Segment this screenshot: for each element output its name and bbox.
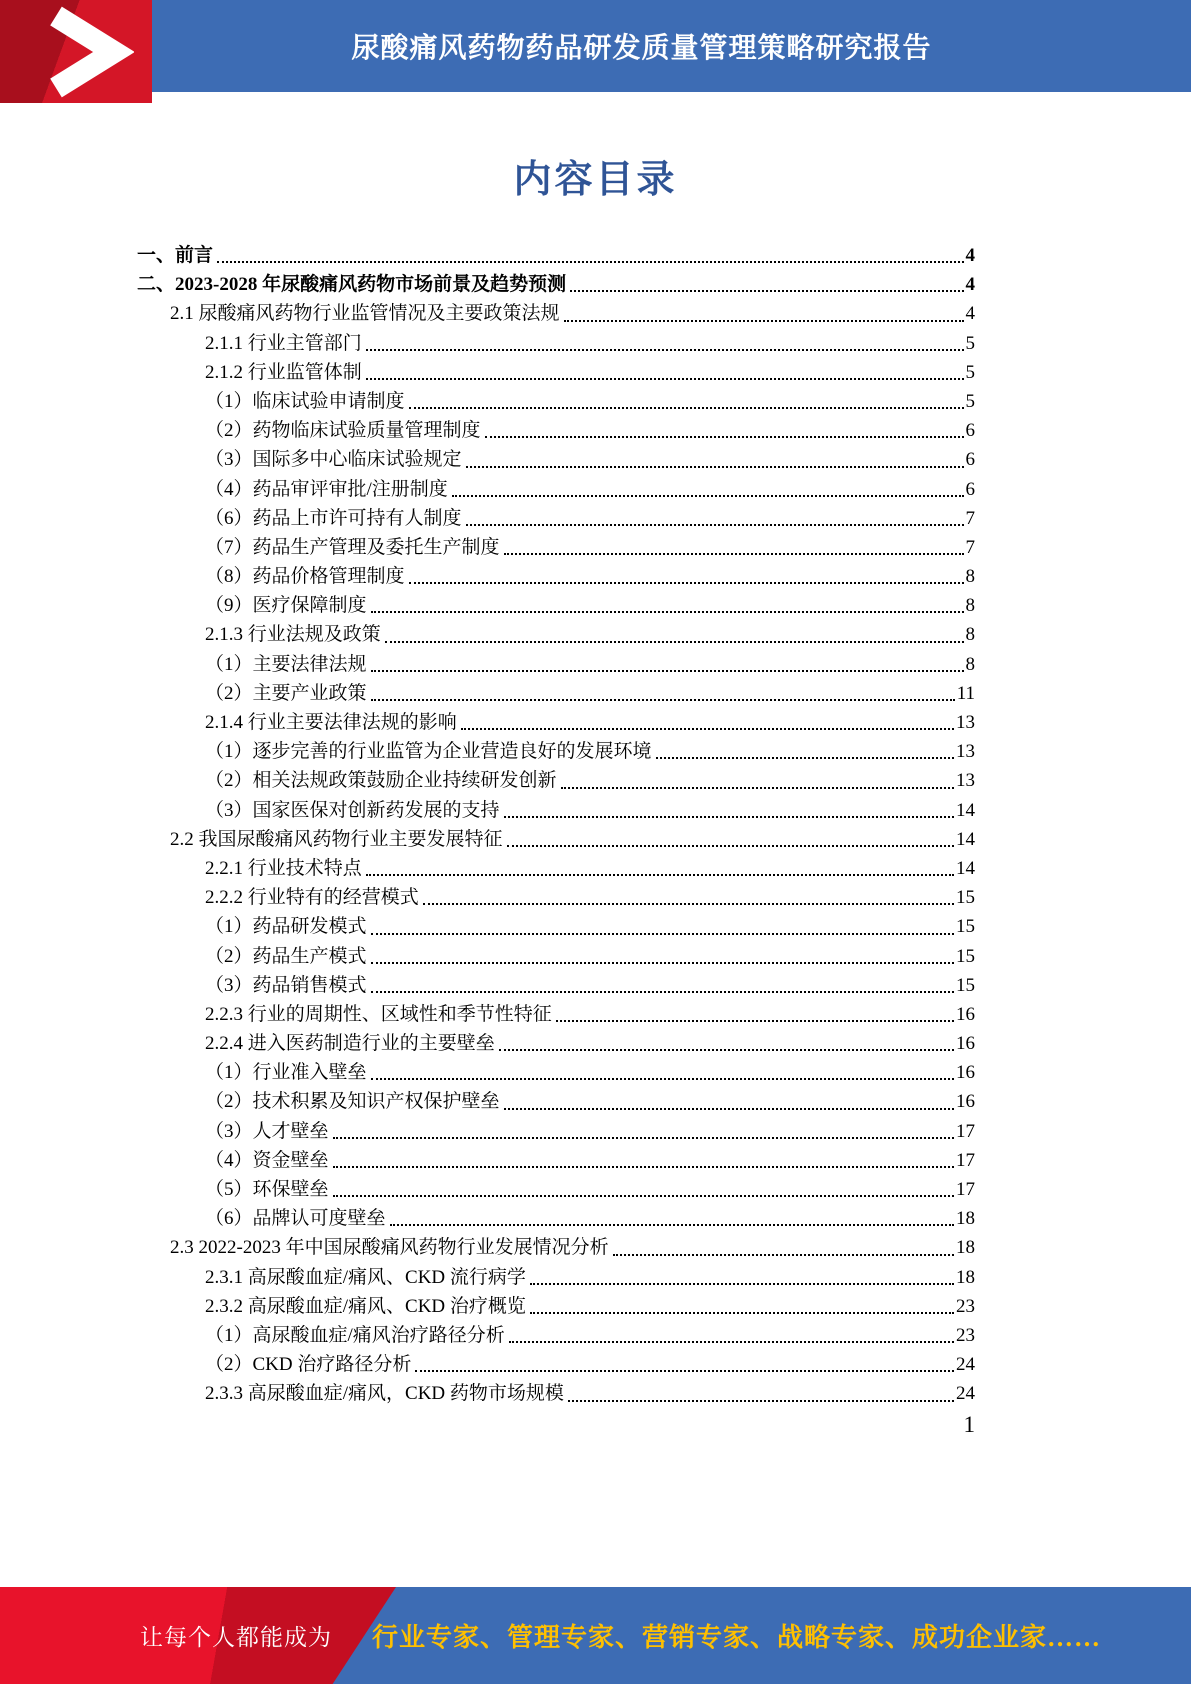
toc-entry-page: 17 — [956, 1179, 975, 1200]
toc-leader-dots — [333, 1195, 954, 1197]
toc-entry-text: （1）主要法律法规 — [205, 653, 367, 675]
toc-entry-text: 2.2.3 行业的周期性、区域性和季节性特征 — [205, 1003, 552, 1025]
toc-leader-dots — [485, 436, 964, 438]
toc-entry-page: 16 — [956, 1003, 975, 1025]
toc-entry-page: 7 — [965, 507, 975, 529]
toc-entry-page: 16 — [956, 1033, 975, 1055]
toc-entry[interactable] — [137, 971, 975, 1000]
toc-entry[interactable] — [137, 737, 975, 766]
toc-entry-text: （1）逐步完善的行业监管为企业营造良好的发展环境 — [205, 741, 652, 763]
toc-entry-text: （2）药物临床试验质量管理制度 — [205, 420, 481, 442]
toc-leader-dots — [415, 1370, 954, 1372]
toc-entry-page: 5 — [965, 332, 975, 354]
footer-banner — [0, 1587, 1191, 1684]
toc-leader-dots — [371, 670, 964, 672]
toc-leader-dots — [466, 524, 964, 526]
toc-entry[interactable] — [137, 1175, 975, 1204]
toc-entry-text: （3）药品销售模式 — [205, 974, 367, 996]
toc-entry-page: 13 — [956, 712, 975, 733]
toc-leader-dots — [409, 582, 964, 584]
toc-leader-dots — [366, 874, 954, 876]
toc-entry-page: 14 — [956, 857, 975, 879]
toc-entry[interactable] — [137, 1263, 975, 1292]
toc-entry-page: 4 — [965, 245, 975, 266]
toc-entry-page: 14 — [956, 828, 975, 850]
toc-entry-page: 8 — [965, 653, 975, 675]
toc-leader-dots — [504, 553, 964, 555]
toc-leader-dots — [371, 1078, 954, 1080]
toc-entry-text: （4）药品审评审批/注册制度 — [205, 478, 448, 500]
toc-entry-text: 2.3.1 高尿酸血症/痛风、CKD 流行病学 — [205, 1266, 526, 1288]
toc-leader-dots — [452, 495, 964, 497]
toc-entry[interactable] — [137, 825, 975, 854]
toc-leader-dots — [570, 290, 963, 292]
toc-entry-page: 17 — [956, 1149, 975, 1171]
toc-leader-dots — [568, 1400, 954, 1402]
toc-entry-page: 16 — [956, 1062, 975, 1084]
toc-entry-text: 2.2.4 进入医药制造行业的主要壁垒 — [205, 1033, 495, 1055]
toc-leader-dots — [461, 728, 954, 730]
red-arrow-icon — [0, 0, 152, 103]
footer-tagline: 行业专家、管理专家、营销专家、战略专家、成功企业家…… — [372, 1623, 1102, 1652]
toc-entry-text: （1）高尿酸血症/痛风治疗路径分析 — [205, 1324, 505, 1346]
toc-leader-dots — [385, 641, 964, 643]
toc-entry-text: （2）技术积累及知识产权保护壁垒 — [205, 1091, 500, 1113]
toc-leader-dots — [504, 1108, 954, 1110]
toc-entry[interactable] — [137, 475, 975, 504]
toc-entry-text: 2.1.4 行业主要法律法规的影响 — [205, 712, 457, 733]
toc-entry[interactable] — [137, 854, 975, 883]
toc-entry[interactable] — [137, 796, 975, 825]
toc-entry-page: 23 — [956, 1295, 975, 1317]
toc-entry-page: 24 — [956, 1354, 975, 1376]
toc-entry[interactable] — [137, 241, 975, 270]
toc-entry-text: （7）药品生产管理及委托生产制度 — [205, 536, 500, 558]
toc-leader-dots — [333, 1166, 954, 1168]
toc-entry[interactable] — [137, 1146, 975, 1175]
toc-entry-text: （1）临床试验申请制度 — [205, 390, 405, 412]
toc-entry[interactable] — [137, 650, 975, 679]
toc-leader-dots — [371, 962, 954, 964]
toc-heading: 内容目录 — [513, 159, 678, 201]
toc-entry-text: 2.1.3 行业法规及政策 — [205, 624, 381, 646]
toc-entry-text: 二、2023-2028 年尿酸痛风药物市场前景及趋势预测 — [137, 274, 567, 296]
toc-entry-text: （2）主要产业政策 — [205, 682, 367, 704]
toc-entry-page: 18 — [956, 1237, 975, 1259]
toc-entry[interactable] — [137, 533, 975, 562]
toc-entry[interactable] — [137, 1087, 975, 1116]
toc-leader-dots — [371, 933, 954, 935]
toc-entry[interactable] — [137, 504, 975, 533]
toc-entry-text: 2.3.2 高尿酸血症/痛风、CKD 治疗概览 — [205, 1295, 526, 1317]
toc-leader-dots — [366, 378, 964, 380]
toc-entry-page: 18 — [956, 1266, 975, 1288]
toc-entry[interactable] — [137, 679, 975, 708]
toc-entry-text: 2.3 2022-2023 年中国尿酸痛风药物行业发展情况分析 — [170, 1237, 609, 1259]
toc-entry[interactable] — [137, 942, 975, 971]
toc-entry-text: （4）资金壁垒 — [205, 1149, 329, 1171]
toc-leader-dots — [656, 757, 954, 759]
toc-entry[interactable] — [137, 1058, 975, 1087]
toc-entry[interactable] — [137, 270, 975, 299]
toc-entry[interactable] — [137, 562, 975, 591]
toc-entry[interactable] — [137, 387, 975, 416]
toc-list — [137, 241, 975, 1409]
toc-leader-dots — [423, 903, 954, 905]
toc-entry-page: 8 — [965, 595, 975, 617]
toc-entry-text: （3）国际多中心临床试验规定 — [205, 449, 462, 471]
toc-leader-dots — [366, 349, 964, 351]
toc-leader-dots — [217, 261, 963, 263]
toc-entry-page: 24 — [956, 1383, 975, 1405]
toc-entry-text: （2）药品生产模式 — [205, 945, 367, 967]
toc-leader-dots — [409, 407, 964, 409]
toc-entry[interactable] — [137, 1117, 975, 1146]
toc-entry[interactable] — [137, 708, 975, 737]
toc-entry[interactable] — [137, 591, 975, 620]
report-title: 尿酸痛风药物药品研发质量管理策略研究报告 — [351, 32, 932, 63]
toc-entry-text: （5）环保壁垒 — [205, 1179, 329, 1200]
toc-leader-dots — [556, 1020, 954, 1022]
toc-entry-page: 15 — [956, 945, 975, 967]
toc-entry[interactable] — [137, 620, 975, 649]
toc-entry[interactable] — [137, 883, 975, 912]
toc-entry-page: 15 — [956, 887, 975, 909]
toc-entry-text: 2.3.3 高尿酸血症/痛风，CKD 药物市场规模 — [205, 1383, 564, 1405]
toc-leader-dots — [499, 1049, 954, 1051]
toc-entry[interactable] — [137, 299, 975, 328]
toc-entry[interactable] — [137, 1321, 975, 1350]
toc-leader-dots — [507, 845, 954, 847]
toc-entry-page: 11 — [956, 682, 975, 704]
toc-entry-page: 13 — [956, 741, 975, 763]
toc-entry[interactable] — [137, 1029, 975, 1058]
toc-entry-text: 2.1.1 行业主管部门 — [205, 332, 362, 354]
toc-entry-page: 5 — [965, 390, 975, 412]
toc-entry-text: 2.2.1 行业技术特点 — [205, 857, 362, 879]
toc-leader-dots — [561, 787, 954, 789]
header-banner — [0, 0, 1191, 92]
toc-entry-page: 6 — [965, 478, 975, 500]
toc-leader-dots — [371, 611, 964, 613]
toc-leader-dots — [466, 466, 964, 468]
toc-entry-text: 2.1 尿酸痛风药物行业监管情况及主要政策法规 — [170, 303, 560, 325]
toc-entry[interactable] — [137, 1233, 975, 1262]
toc-leader-dots — [509, 1341, 954, 1343]
toc-entry-page: 13 — [956, 770, 975, 792]
toc-entry[interactable] — [137, 766, 975, 795]
toc-entry[interactable] — [137, 912, 975, 941]
toc-leader-dots — [371, 699, 955, 701]
toc-entry-text: （2）相关法规政策鼓励企业持续研发创新 — [205, 770, 557, 792]
toc-entry-text: （3）国家医保对创新药发展的支持 — [205, 799, 500, 821]
toc-entry-page: 15 — [956, 974, 975, 996]
toc-entry-page: 4 — [965, 303, 975, 325]
toc-entry-text: （8）药品价格管理制度 — [205, 566, 405, 588]
toc-entry-text: （1）行业准入壁垒 — [205, 1062, 367, 1084]
toc-entry-text: 2.1.2 行业监管体制 — [205, 361, 362, 383]
toc-entry[interactable] — [137, 1350, 975, 1379]
toc-leader-dots — [613, 1254, 954, 1256]
toc-entry-text: （1）药品研发模式 — [205, 916, 367, 938]
toc-leader-dots — [530, 1283, 954, 1285]
toc-entry-page: 17 — [956, 1120, 975, 1142]
toc-leader-dots — [333, 1137, 954, 1139]
toc-entry-text: 2.2.2 行业特有的经营模式 — [205, 887, 419, 909]
toc-leader-dots — [390, 1224, 954, 1226]
toc-leader-dots — [504, 816, 954, 818]
toc-entry-text: （6）品牌认可度壁垒 — [205, 1208, 386, 1230]
toc-entry-text: 2.2 我国尿酸痛风药物行业主要发展特征 — [170, 828, 503, 850]
toc-entry[interactable] — [137, 1204, 975, 1233]
page-number: 1 — [963, 1412, 975, 1437]
toc-entry-page: 8 — [965, 624, 975, 646]
footer-slogan: 让每个人都能成为 — [140, 1625, 332, 1650]
toc-entry-text: （6）药品上市许可持有人制度 — [205, 507, 462, 529]
toc-entry-page: 7 — [965, 536, 975, 558]
toc-entry-text: （3）人才壁垒 — [205, 1120, 329, 1142]
toc-entry-text: （2）CKD 治疗路径分析 — [205, 1354, 412, 1376]
toc-entry-page: 23 — [956, 1324, 975, 1346]
toc-entry-page: 6 — [965, 420, 975, 442]
toc-leader-dots — [371, 991, 954, 993]
toc-entry-page: 18 — [956, 1208, 975, 1230]
toc-entry[interactable] — [137, 1379, 975, 1408]
toc-entry-text: （9）医疗保障制度 — [205, 595, 367, 617]
toc-entry[interactable] — [137, 1000, 975, 1029]
toc-leader-dots — [564, 320, 964, 322]
toc-entry[interactable] — [137, 416, 975, 445]
toc-entry-page: 8 — [965, 566, 975, 588]
toc-entry[interactable] — [137, 1292, 975, 1321]
toc-entry-page: 4 — [965, 274, 975, 296]
toc-entry-page: 14 — [956, 799, 975, 821]
toc-entry-page: 6 — [965, 449, 975, 471]
toc-entry[interactable] — [137, 445, 975, 474]
toc-entry-page: 16 — [956, 1091, 975, 1113]
toc-entry-page: 5 — [965, 361, 975, 383]
toc-entry[interactable] — [137, 358, 975, 387]
toc-entry-page: 15 — [956, 916, 975, 938]
toc-leader-dots — [530, 1312, 954, 1314]
toc-entry[interactable] — [137, 329, 975, 358]
toc-entry-text: 一、前言 — [137, 245, 214, 266]
